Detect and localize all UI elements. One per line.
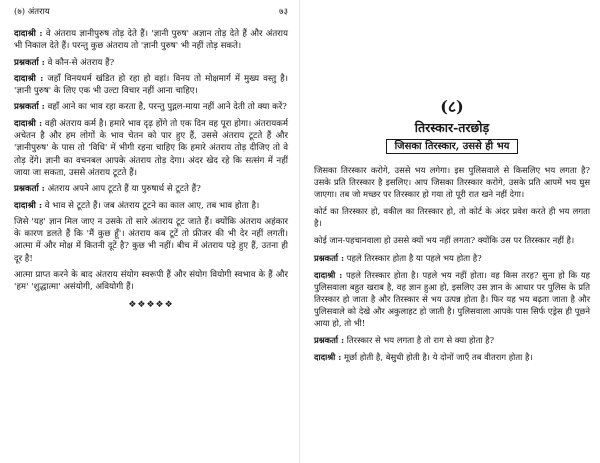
paragraph-text: तिरस्कार से भय लगता है तो राग से क्या होता है? [344,335,495,346]
paragraph-text: पहले तिरस्कार होता है। पहले भय नहीं होता। वह किस तरह? सुना हो कि यह पुलिसवाला बहुत खराब है, वह ज्ञान हुआ हो, इसलिए उस ज्ञान के आधार पर पुलिस के प्रति तिरस्कार हो जाता है और तिरस्कार से भय उत्पन्न होता है। फिर यह भय बढ़ता जाता है और पुलिसवाले को देखे और अकुलाहट हो जाती है। पुलिसवाला आपके पास सिर्फ एड्रेस ही पूछने आया हो, तो भी! [314,269,591,329]
paragraph-text: कोर्ट का तिरस्कार हो, वकील का तिरस्कार हो, तो कोर्ट के अंदर प्रवेश करते ही भय लगता है। [314,206,590,229]
paragraph [314,351,590,363]
section-title: (७) अंतराय [14,7,50,17]
chapter-subtitle [314,140,590,154]
speaker-label: प्रश्नकर्ता : [14,102,45,113]
paragraph-text: जहाँ विनयधर्म खंडित हो रहा हो वहां। विनय तो मोक्षमार्ग में मुख्य वस्तु है। 'ज्ञानी पुरुष' के लिए एक भी उल्टा विचार नहीं आना चाहिए। [14,73,288,97]
paragraph-text: अंतराय अपने आप टूटते हैं या पुरुषार्थ से टूटते हैं? [44,184,201,195]
page-number: ७३ [279,7,288,17]
paragraph [14,200,288,212]
paragraph-text: वे अंतराय ज्ञानीपुरुष तोड़ देते हैं। 'ज्ञानी पुरुष' अज्ञान तोड़ देते हैं और अंतराय भी निकाल देते हैं। परन्तु कुछ अंतराय तो 'ज्ञानी पुरुष' भी नहीं तोड़ सकते। [14,29,288,52]
paragraph [314,205,590,229]
speaker-label: दादाश्री : [314,269,343,280]
right-page-body [314,164,590,363]
right-page [304,0,600,463]
speaker-label: दादाश्री : [14,200,43,211]
paragraph [314,252,590,264]
speaker-label: प्रश्नकर्ता : [314,335,345,346]
paragraph [14,28,288,53]
paragraph [14,118,288,179]
paragraph-text: मूर्छा होती है, बेसुधी होती है। ये दोनों जाएँ तब वीतराग होता है। [341,352,533,363]
paragraph-text: जिसका तिरस्कार करोगे, उससे भय लगेगा। इस पुलिसवाले से किसलिए भय लगता है? उसके प्रति तिरस्कार है इसलिए। आप जिसका तिरस्कार करोगे, उसके प्रति आपमें भय घुस जाएगा। तब जो मच्छर पर तिरस्कार हो गया तो पूरी रात खने नहीं देगा। [314,165,590,200]
paragraph-text: आत्मा प्राप्त करने के बाद अंतराय संयोग स्वरूपी हैं और संयोग वियोगी स्वभाव के हैं और 'हम' 'शुद्धात्मा' असंयोगी, अवियोगी हैं। [14,270,288,293]
paragraph [14,183,288,195]
chapter-subtitle-text: जिसका तिरस्कार, उससे ही भय [386,139,519,154]
paragraph-text: वही अंतराय कर्म है। हमारे भाव दृढ़ होंगे तो एक दिन वह पूरा होगा। अंतरायकर्म अचेतन है और हम लोगों के भाव चेतन को पार हुए हैं, उससे अंतराय टूटते हैं और 'ज्ञानीपुरुष' के पास तो 'विधि' में भीगी रहना चाहिए कि हमारे अंतराय तोड़ दीजिए तो वे तोड़ देंगे। ज्ञानी का वचनबल आपके अंतराय तोड़ देगा। अंदर खेद रहे कि सत्संग में नहीं जाया जा सकता, उससे अंतराय टूटते हैं। [14,118,288,178]
paragraph [314,334,590,346]
paragraph-text: वे कौन-से अंतराय हैं? [44,57,115,68]
paragraph [314,234,590,246]
speaker-label: प्रश्नकर्ता : [14,57,45,68]
speaker-label: दादाश्री : [14,29,43,39]
paragraph [314,269,590,329]
paragraph-text: वे भाव से टूटते हैं। जब अंतराय टूटने का काल आए, तब भाव होता है। [42,200,260,211]
paragraph [314,164,590,200]
paragraph [14,101,288,113]
paragraph [14,57,288,69]
paragraph-text: वहाँ आने का भाव रहा करता है, परन्तु पुद्गल-माया नहीं आने देती तो क्या करें? [44,102,287,113]
paragraph-text: कोई जान-पहचानवाला हो उससे क्यों भय नहीं लगता? क्योंकि उस पर तिरस्कार नहीं है। [314,235,575,246]
speaker-label: प्रश्नकर्ता : [14,184,45,195]
speaker-label: दादाश्री : [314,352,342,363]
left-page [0,0,296,463]
running-header [14,6,288,18]
page-gutter [299,0,300,463]
chapter-title: तिरस्कार-तरछोड़ [414,120,490,135]
speaker-label: प्रश्नकर्ता : [314,252,345,263]
paragraph [14,216,288,265]
left-page-body [14,28,288,294]
speaker-label: दादाश्री : [14,118,43,129]
paragraph-text: पहले तिरस्कार होता है या पहले भय होता है? [344,252,482,263]
speaker-label: दादाश्री : [14,73,44,84]
paragraph [14,269,288,294]
chapter-number: (८) [440,97,464,116]
paragraph-text: जिसे 'यह' ज्ञान मिल जाए न उसके तो सारे अंतराय टूट जाते हैं। क्योंकि अंतराय अहंकार के कारण डलते हैं कि 'मैं कुछ हूँ'। अंतराय कब टूटें तो फ्रीजर की भी देर नहीं लगती। आत्मा में और मोक्ष में कितनी दूटें है? कुछ भी नहीं। बीच में अंतराय पड़े हुए हैं, उतना ही दूर है! [14,216,288,264]
paragraph [14,73,288,98]
section-end-ornament: ❖❖❖❖❖ [128,299,174,310]
